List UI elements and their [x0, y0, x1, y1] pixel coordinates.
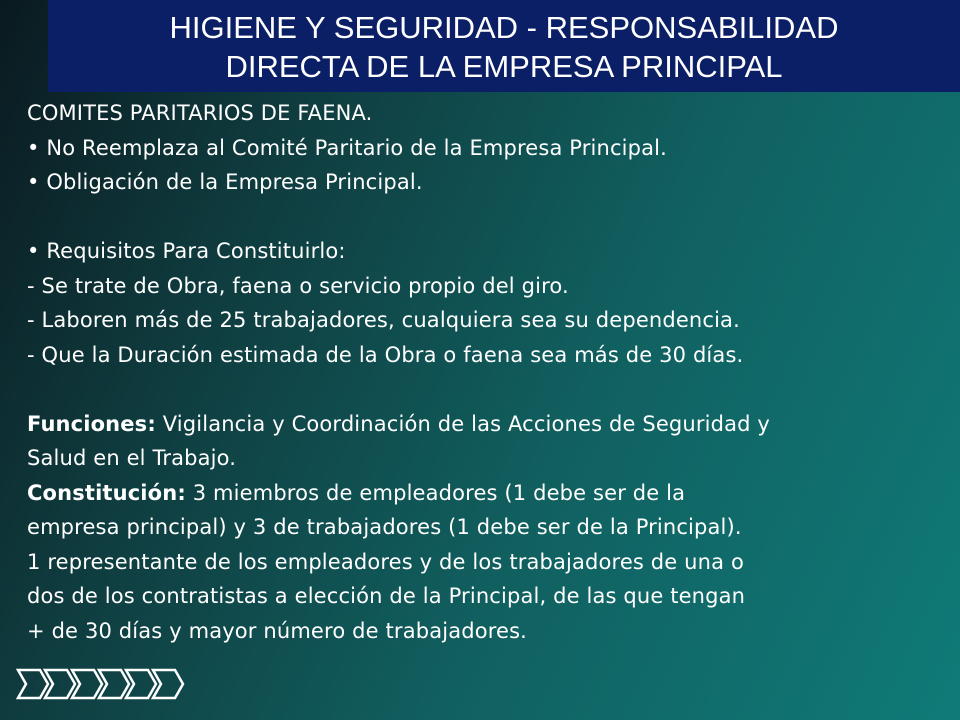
chevron-strip-icon — [14, 664, 186, 704]
bullet-item: • Requisitos Para Constituirlo: — [27, 239, 346, 263]
funciones-paragraph — [27, 407, 952, 442]
funciones-text: Vigilancia y Coordinación de las Acciones de Seguridad y — [155, 411, 770, 436]
constitucion-text-continued: 1 representante de los empleadores y de los trabajadores de una o — [27, 549, 744, 574]
constitucion-label: Constitución: — [27, 480, 186, 505]
slide-title-line-2: DIRECTA DE LA EMPRESA PRINCIPAL — [225, 49, 783, 84]
bullet-item: • No Reemplaza al Comité Paritario de la Empresa Principal. — [27, 135, 667, 160]
slide-body — [27, 96, 952, 648]
requirement-item: - Se trate de Obra, faena o servicio propio del giro. — [27, 273, 569, 298]
constitucion-paragraph — [27, 476, 952, 511]
requirement-item: - Que la Duración estimada de la Obra o faena sea más de 30 días. — [27, 342, 744, 367]
funciones-text-continued: Salud en el Trabajo. — [27, 446, 237, 470]
constitucion-text-continued: dos de los contratistas a elección de la Principal, de las que tengan — [27, 584, 746, 608]
requirement-item: - Laboren más de 25 trabajadores, cualquiera sea su dependencia. — [27, 308, 740, 332]
spacer — [27, 200, 952, 235]
spacer — [27, 372, 952, 407]
funciones-label: Funciones: — [27, 411, 156, 436]
section-heading: COMITES PARITARIOS DE FAENA. — [27, 101, 373, 125]
bullet-item: • Obligación de la Empresa Principal. — [27, 170, 423, 194]
constitucion-text-continued: + de 30 días y mayor número de trabajadores. — [27, 618, 527, 643]
constitucion-text-continued: empresa principal) y 3 de trabajadores (1 debe ser de la Principal). — [27, 515, 742, 539]
constitucion-text: 3 miembros de empleadores (1 debe ser de la — [185, 480, 686, 505]
slide-title-line-1: HIGIENE Y SEGURIDAD - RESPONSABILIDAD — [169, 10, 839, 45]
